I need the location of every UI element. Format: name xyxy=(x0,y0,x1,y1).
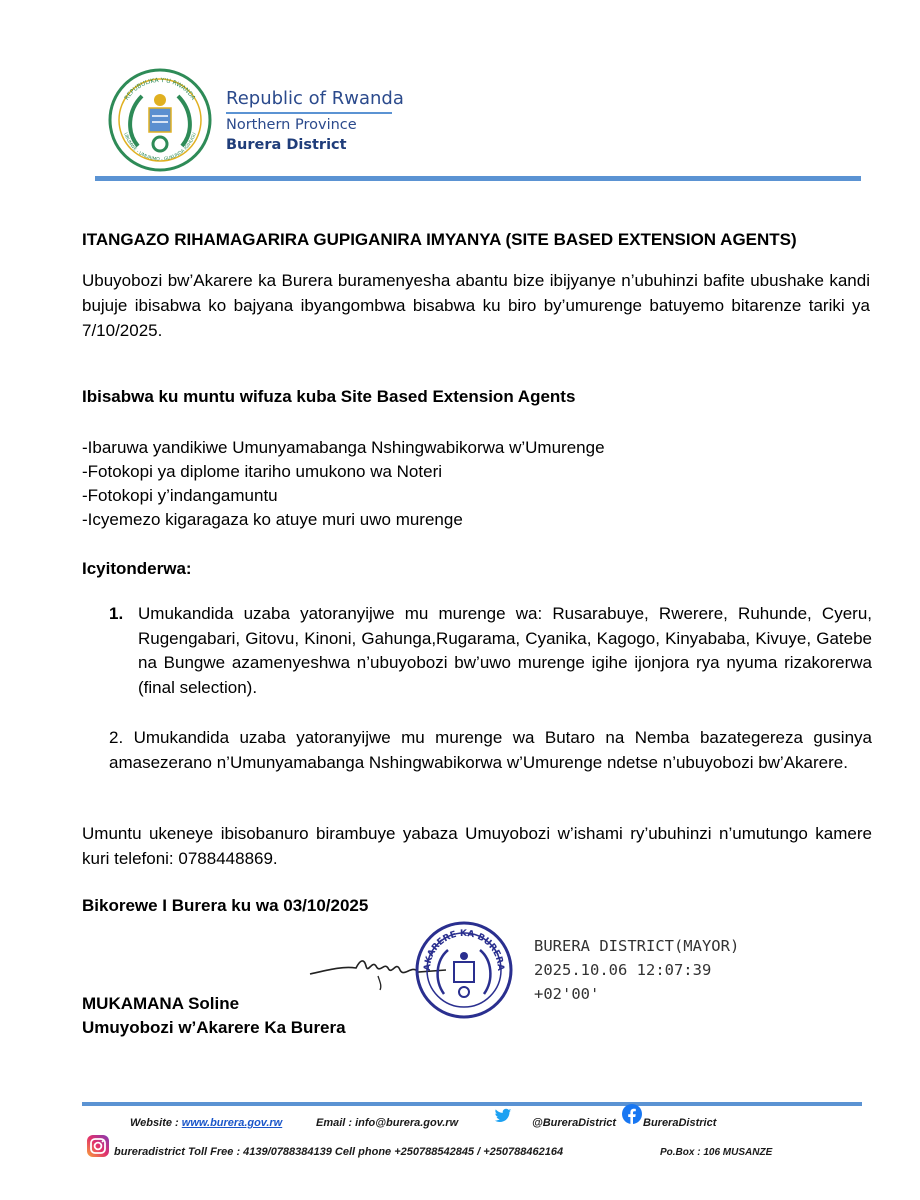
notes-heading: Icyitonderwa: xyxy=(82,559,192,578)
instagram-icon xyxy=(86,1134,110,1158)
website-link[interactable]: www.burera.gov.rw xyxy=(181,1117,283,1129)
digital-signature-date: 2025.10.06 12:07:39 xyxy=(534,961,712,979)
signer-name: MUKAMANA Soline xyxy=(82,994,240,1013)
svg-text:REPUBULIKA Y'U RWANDA: REPUBULIKA Y'U RWANDA xyxy=(123,76,197,102)
signer-title: Umuyobozi w’Akarere Ka Burera xyxy=(82,1018,346,1037)
digital-signer: BURERA DISTRICT(MAYOR) xyxy=(534,937,740,955)
email-line: Email : info@burera.gov.rw xyxy=(316,1117,459,1129)
org-name: Republic of Rwanda xyxy=(226,88,404,109)
requirement-item: -Ibaruwa yandikiwe Umunyamabanga Nshingwabikorwa w’Umurenge xyxy=(82,438,605,457)
requirement-item: -Icyemezo kigaragaza ko atuye muri uwo murenge xyxy=(82,510,463,529)
requirement-item: -Fotokopi y’indangamuntu xyxy=(82,486,278,505)
notice-title: ITANGAZO RIHAMAGARIRA GUPIGANIRA IMYANYA (SITE BASED EXTENSION AGENTS) xyxy=(82,230,797,249)
footer-divider xyxy=(82,1102,862,1106)
signed-place-date: Bikorewe I Burera ku wa 03/10/2025 xyxy=(82,896,369,915)
requirements-heading: Ibisabwa ku muntu wifuza kuba Site Based Extension Agents xyxy=(82,387,576,406)
rwanda-coat-of-arms-logo xyxy=(108,68,212,172)
po-box: Po.Box : 106 MUSANZE xyxy=(660,1147,773,1158)
twitter-icon xyxy=(494,1108,512,1124)
website-line xyxy=(130,1117,282,1129)
requirement-item: -Fotokopi ya diplome itariho umukono wa Noteri xyxy=(82,462,443,481)
header-divider xyxy=(95,176,861,181)
svg-text:AKARERE KA BURERA: AKARERE KA BURERA xyxy=(422,928,506,972)
facebook-icon xyxy=(622,1104,642,1124)
digital-signature-timezone: +02'00' xyxy=(534,985,600,1003)
website-label: Website : xyxy=(130,1117,182,1129)
phone-line: bureradistrict Toll Free : 4139/0788384139 Cell phone +250788542845 / +250788462164 xyxy=(114,1146,564,1158)
note-1-text: Umukandida uzaba yatoranyijwe mu murenge wa: Rusarabuye, Rwerere, Ruhunde, Cyeru, Rugengabari, Gitovu, Kinoni, Gahunga,Rugarama, Cyanika, Kagogo, Kinyababa, Kivuye, Gatebe na Bungwe azamenyeshwa n’ubuyobozi bw’uwo murenge igihe ijonjora rya nyuma rizakorerwa (final selection). xyxy=(138,604,872,697)
contact-paragraph: Umuntu ukeneye ibisobanuro birambuye yabaza Umuyobozi w’ishami ry’ubuhinzi n’umutungo kamere kuri telefoni: 0788448869. xyxy=(82,824,872,868)
official-stamp xyxy=(414,920,514,1020)
twitter-handle[interactable]: @BureraDistrict xyxy=(532,1117,617,1129)
province-name: Northern Province xyxy=(226,117,357,133)
org-name-underline xyxy=(226,112,392,114)
requirements-list xyxy=(82,436,605,532)
intro-paragraph: Ubuyobozi bw’Akarere ka Burera buramenyesha abantu bize ibijyanye n’ubuhinzi bafite ubushake kandi bujuje ibisabwa ko bajyana ibyangombwa bisabwa ku biro by’umurenge batuyemo bitarenze tariki ya 7/10/2025. xyxy=(82,271,870,340)
facebook-handle[interactable]: BureraDistrict xyxy=(643,1117,717,1129)
district-name: Burera District xyxy=(226,137,347,153)
svg-text:UBUMWE - UMURIMO - GUKUNDA IGI: UBUMWE - UMURIMO - GUKUNDA IGIHUGU xyxy=(122,132,198,163)
note-2-text: 2. Umukandida uzaba yatoranyijwe mu murenge wa Butaro na Nemba bazategereza gusinya amasezerano n’Umunyamabanga Nshingwabikorwa w’Umurenge ndetse n’ubuyobozi bw’Akarere. xyxy=(109,728,872,772)
note-1-number: 1. xyxy=(109,604,124,623)
